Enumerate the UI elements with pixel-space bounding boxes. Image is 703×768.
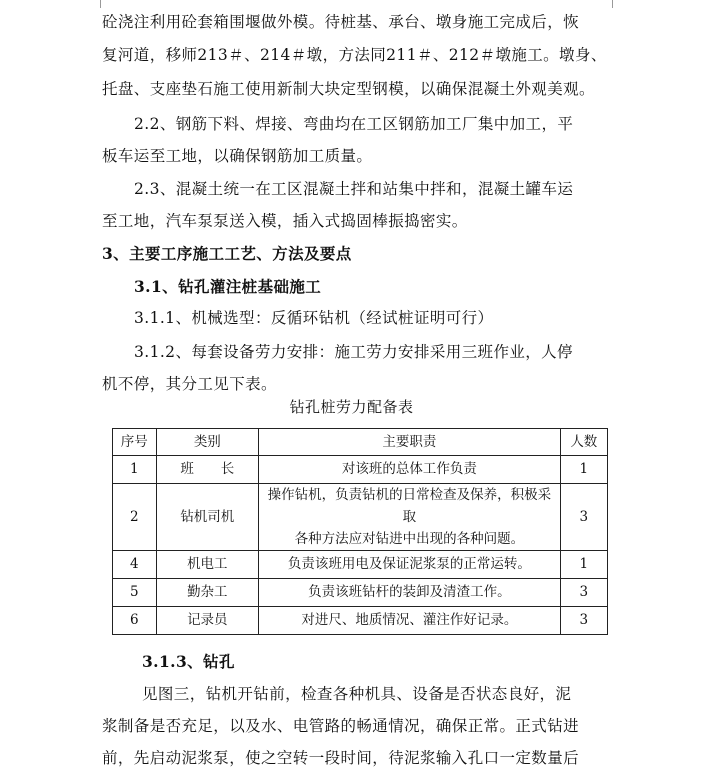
paragraph-line: 2.2、钢筋下料、焊接、弯曲均在工区钢筋加工厂集中加工，平 [134,115,574,133]
paragraph-line: 2.3、混凝土统一在工区混凝土拌和站集中拌和，混凝土罐车运 [134,180,574,198]
cell-duty [259,579,561,607]
header-count: 人数 [560,429,607,456]
page-corner-mark-top-right [612,0,621,8]
duty-line: 对进尺、地质情况、灌注作好记录。 [301,612,518,628]
cell-count: 3 [560,579,607,607]
table-row [113,484,608,551]
cell-no: 1 [113,456,157,484]
cell-count: 1 [560,551,607,579]
table-caption: 钻孔桩劳力配备表 [289,398,414,416]
cell-duty [259,551,561,579]
paragraph-line: 复河道，移师213＃、214＃墩，方法同211＃、212＃墩施工。墩身、 [102,46,607,64]
table-row [113,579,608,607]
section-heading: 3、主要工序施工工艺、方法及要点 [102,244,352,263]
paragraph-line: 浆制备是否充足，以及水、电管路的畅通情况，确保正常。正式钻进 [102,717,580,735]
duty-line: 各种方法应对钻进中出现的各种问题。 [294,531,525,547]
cell-count: 3 [560,484,607,551]
duty-line: 操作钻机，负责钻机的日常检查及保养，积极采取 [267,487,552,525]
paragraph-line: 机不停，其分工见下表。 [102,375,277,393]
cell-no: 2 [113,484,157,551]
paragraph-line: 至工地，汽车泵泵送入模，插入式捣固棒振捣密实。 [102,212,468,230]
cell-count: 3 [560,607,607,635]
subsection-heading: 3.1.3、钻孔 [142,652,235,671]
cell-duty [259,607,561,635]
paragraph-line: 砼浇注利用砼套箱围堰做外模。待桩基、承台、墩身施工完成后，恢 [102,13,580,31]
cell-no: 4 [113,551,157,579]
paragraph-line: 3.1.1、机械选型：反循环钻机（经试桩证明可行） [134,309,494,327]
table-row [113,607,608,635]
duty-line: 对该班的总体工作负责 [341,461,477,477]
cell-duty [259,456,561,484]
labor-allocation-table [112,428,608,635]
paragraph-line: 板车运至工地，以确保钢筋加工质量。 [102,147,373,165]
paragraph-line: 见图三，钻机开钻前，检查各种机具、设备是否状态良好，泥 [142,685,572,703]
paragraph-line: 托盘、支座垫石施工使用新制大块定型钢模，以确保混凝土外观美观。 [102,80,595,98]
table-row [113,551,608,579]
cell-no: 6 [113,607,157,635]
cell-type: 班 长 [156,456,259,484]
subsection-heading: 3.1、钻孔灌注桩基础施工 [134,277,322,296]
cell-type: 钻机司机 [156,484,259,551]
duty-line: 负责该班用电及保证泥浆泵的正常运转。 [287,556,531,572]
table-header-row [113,429,608,456]
table-row [113,456,608,484]
cell-type: 机电工 [156,551,259,579]
paragraph-line: 3.1.2、每套设备劳力安排：施工劳力安排采用三班作业，人停 [134,343,573,361]
duty-line: 负责该班钻杆的装卸及清渣工作。 [308,584,511,600]
cell-type: 勤杂工 [156,579,259,607]
paragraph-line: 前，先启动泥浆泵，使之空转一段时间，待泥浆输入孔口一定数量后 [102,749,580,767]
header-type: 类别 [156,429,259,456]
page-corner-mark-top-left [92,0,101,8]
cell-no: 5 [113,579,157,607]
header-no: 序号 [113,429,157,456]
cell-duty [259,484,561,551]
cell-type: 记录员 [156,607,259,635]
cell-count: 1 [560,456,607,484]
header-duty: 主要职责 [259,429,561,456]
